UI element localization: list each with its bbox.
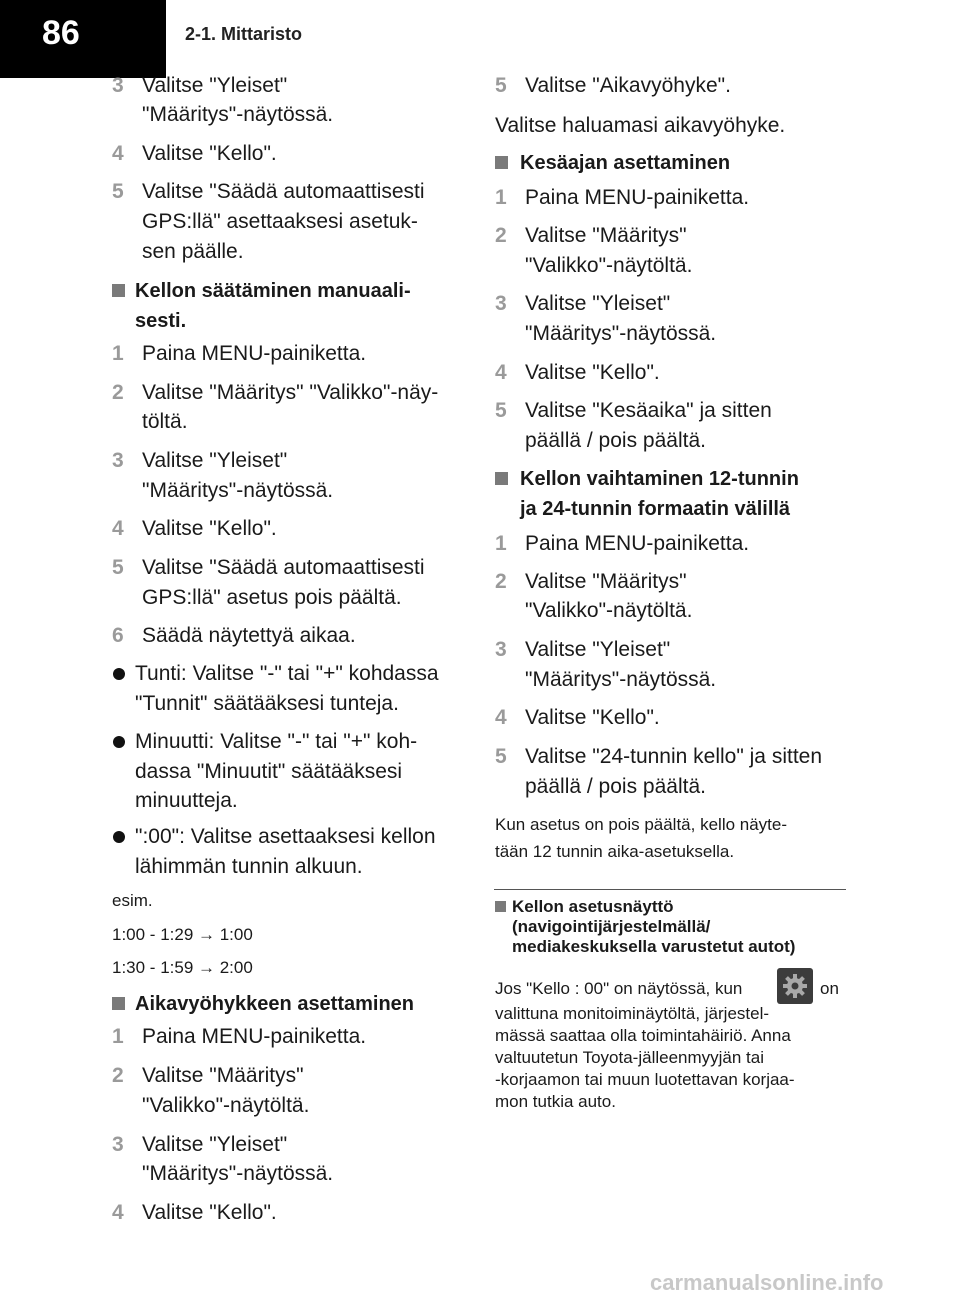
example-line: 1:30 - 1:59 → 2:00: [112, 958, 253, 977]
bullet-text: Tunti: Valitse "-" tai "+" kohdassa: [135, 662, 439, 685]
step-number: 4: [112, 517, 124, 540]
note-heading: Kellon asetusnäyttö: [512, 897, 674, 916]
note-text: Kun asetus on pois päältä, kello näyte-: [495, 815, 788, 834]
step-text: GPS:llä" asetus pois päältä.: [142, 586, 402, 609]
step-text: Säädä näytettyä aikaa.: [142, 624, 356, 647]
step-number: 3: [112, 74, 124, 97]
note-heading: mediakeskuksella varustetut autot): [512, 937, 796, 956]
subheading: Aikavyöhykkeen asettaminen: [135, 993, 415, 1015]
bullet-dot: [113, 668, 125, 680]
step-text: Valitse "Kello".: [525, 706, 660, 729]
step-number: 3: [495, 638, 507, 661]
step-number: 5: [495, 74, 507, 97]
step-text: Paina MENU-painiketta.: [525, 532, 750, 555]
step-text: "Määritys"-näytössä.: [525, 322, 717, 345]
bullet-text: minuutteja.: [135, 789, 238, 812]
step-number: 1: [112, 342, 124, 365]
step-number: 2: [112, 381, 124, 404]
step-number: 5: [112, 180, 124, 203]
gear-icon: [777, 968, 813, 1004]
step-number: 4: [112, 1201, 124, 1224]
note-text: tään 12 tunnin aika-asetuksella.: [495, 842, 735, 861]
subheading: sesti.: [135, 310, 187, 332]
step-number: 4: [495, 706, 507, 729]
divider: [494, 889, 846, 890]
step-text: Valitse "Kello".: [142, 142, 277, 165]
step-number: 5: [495, 399, 507, 422]
step-number: 3: [112, 1133, 124, 1156]
step-text: GPS:llä" asettaaksesi asetuk-: [142, 210, 418, 233]
step-text: Valitse "24-tunnin kello" ja sitten: [525, 745, 823, 768]
step-number: 1: [495, 186, 507, 209]
subheading: ja 24-tunnin formaatin välillä: [520, 498, 791, 520]
step-text: Paina MENU-painiketta.: [142, 342, 367, 365]
step-text: Valitse "Kello".: [142, 1201, 277, 1224]
step-number: 3: [495, 292, 507, 315]
step-text: Valitse "Yleiset": [142, 1133, 288, 1156]
note-text: valittuna monitoiminäytöltä, järjestel-: [495, 1004, 770, 1023]
step-number: 4: [112, 142, 124, 165]
step-number: 6: [112, 624, 124, 647]
step-text: päällä / pois päältä.: [525, 429, 706, 452]
step-text: Valitse "Yleiset": [142, 449, 288, 472]
step-text: päällä / pois päältä.: [525, 775, 706, 798]
note-text: valtuutetun Toyota-jälleenmyyjän tai: [495, 1048, 765, 1067]
step-text: "Määritys"-näytössä.: [142, 103, 334, 126]
page-number-tab: [0, 0, 166, 78]
note-text: Jos "Kello : 00" on näytössä, kun: [495, 979, 743, 998]
heading-marker: [112, 284, 125, 297]
step-number: 5: [495, 745, 507, 768]
step-text: Valitse "Kello".: [525, 361, 660, 384]
step-text: Valitse "Kello".: [142, 517, 277, 540]
bullet-text: "Tunnit" säätääksesi tunteja.: [135, 692, 399, 715]
step-text: "Valikko"-näytöltä.: [525, 254, 693, 277]
step-number: 1: [112, 1025, 124, 1048]
step-text: Valitse "Määritys": [525, 570, 687, 593]
section-title: 2-1. Mittaristo: [185, 24, 303, 44]
step-text: Valitse "Määritys": [525, 224, 687, 247]
step-text: Paina MENU-painiketta.: [525, 186, 750, 209]
subheading: Kellon säätäminen manuaali-: [135, 280, 411, 302]
heading-marker: [495, 901, 506, 912]
step-text: Valitse "Säädä automaattisesti: [142, 180, 425, 203]
step-text: Valitse "Yleiset": [525, 292, 671, 315]
step-text: Valitse "Kesäaika" ja sitten: [525, 399, 772, 422]
step-number: 1: [495, 532, 507, 555]
step-number: 3: [112, 449, 124, 472]
paragraph-text: Valitse haluamasi aikavyöhyke.: [495, 114, 786, 137]
note-text: mässä saattaa olla toimintahäiriö. Anna: [495, 1026, 791, 1045]
watermark: carmanualsonline.info: [650, 1270, 884, 1295]
step-text: Paina MENU-painiketta.: [142, 1025, 367, 1048]
step-text: Valitse "Yleiset": [142, 74, 288, 97]
bullet-dot: [113, 736, 125, 748]
step-number: 5: [112, 556, 124, 579]
heading-marker: [112, 997, 125, 1010]
step-text: Valitse "Määritys" "Valikko"-näy-: [142, 381, 439, 404]
page-number: 86: [42, 14, 80, 52]
note-text: -korjaamon tai muun luotettavan korjaa-: [495, 1070, 795, 1089]
note-text: on: [820, 979, 839, 998]
step-number: 2: [495, 224, 507, 247]
heading-marker: [495, 156, 508, 169]
note-text: mon tutkia auto.: [495, 1092, 616, 1111]
bullet-dot: [113, 831, 125, 843]
example-label: esim.: [112, 891, 153, 910]
step-text: Valitse "Aikavyöhyke".: [525, 74, 731, 97]
step-text: töltä.: [142, 410, 188, 433]
subheading: Kellon vaihtaminen 12-tunnin: [520, 468, 799, 490]
bullet-text: dassa "Minuutit" säätääksesi: [135, 760, 403, 783]
step-text: sen päälle.: [142, 240, 244, 263]
step-text: Valitse "Säädä automaattisesti: [142, 556, 425, 579]
step-number: 4: [495, 361, 507, 384]
step-text: Valitse "Määritys": [142, 1064, 304, 1087]
heading-marker: [495, 472, 508, 485]
note-heading: (navigointijärjestelmällä/: [512, 917, 711, 936]
bullet-text: Minuutti: Valitse "-" tai "+" koh-: [135, 730, 418, 753]
bullet-text: lähimmän tunnin alkuun.: [135, 855, 363, 878]
step-number: 2: [112, 1064, 124, 1087]
step-text: "Määritys"-näytössä.: [142, 1162, 334, 1185]
subheading: Kesäajan asettaminen: [520, 152, 731, 174]
example-line: 1:00 - 1:29 → 1:00: [112, 925, 253, 944]
step-text: "Määritys"-näytössä.: [525, 668, 717, 691]
step-text: "Valikko"-näytöltä.: [142, 1094, 310, 1117]
bullet-text: ":00": Valitse asettaaksesi kellon: [135, 825, 436, 848]
step-number: 2: [495, 570, 507, 593]
step-text: "Valikko"-näytöltä.: [525, 599, 693, 622]
step-text: Valitse "Yleiset": [525, 638, 671, 661]
step-text: "Määritys"-näytössä.: [142, 479, 334, 502]
